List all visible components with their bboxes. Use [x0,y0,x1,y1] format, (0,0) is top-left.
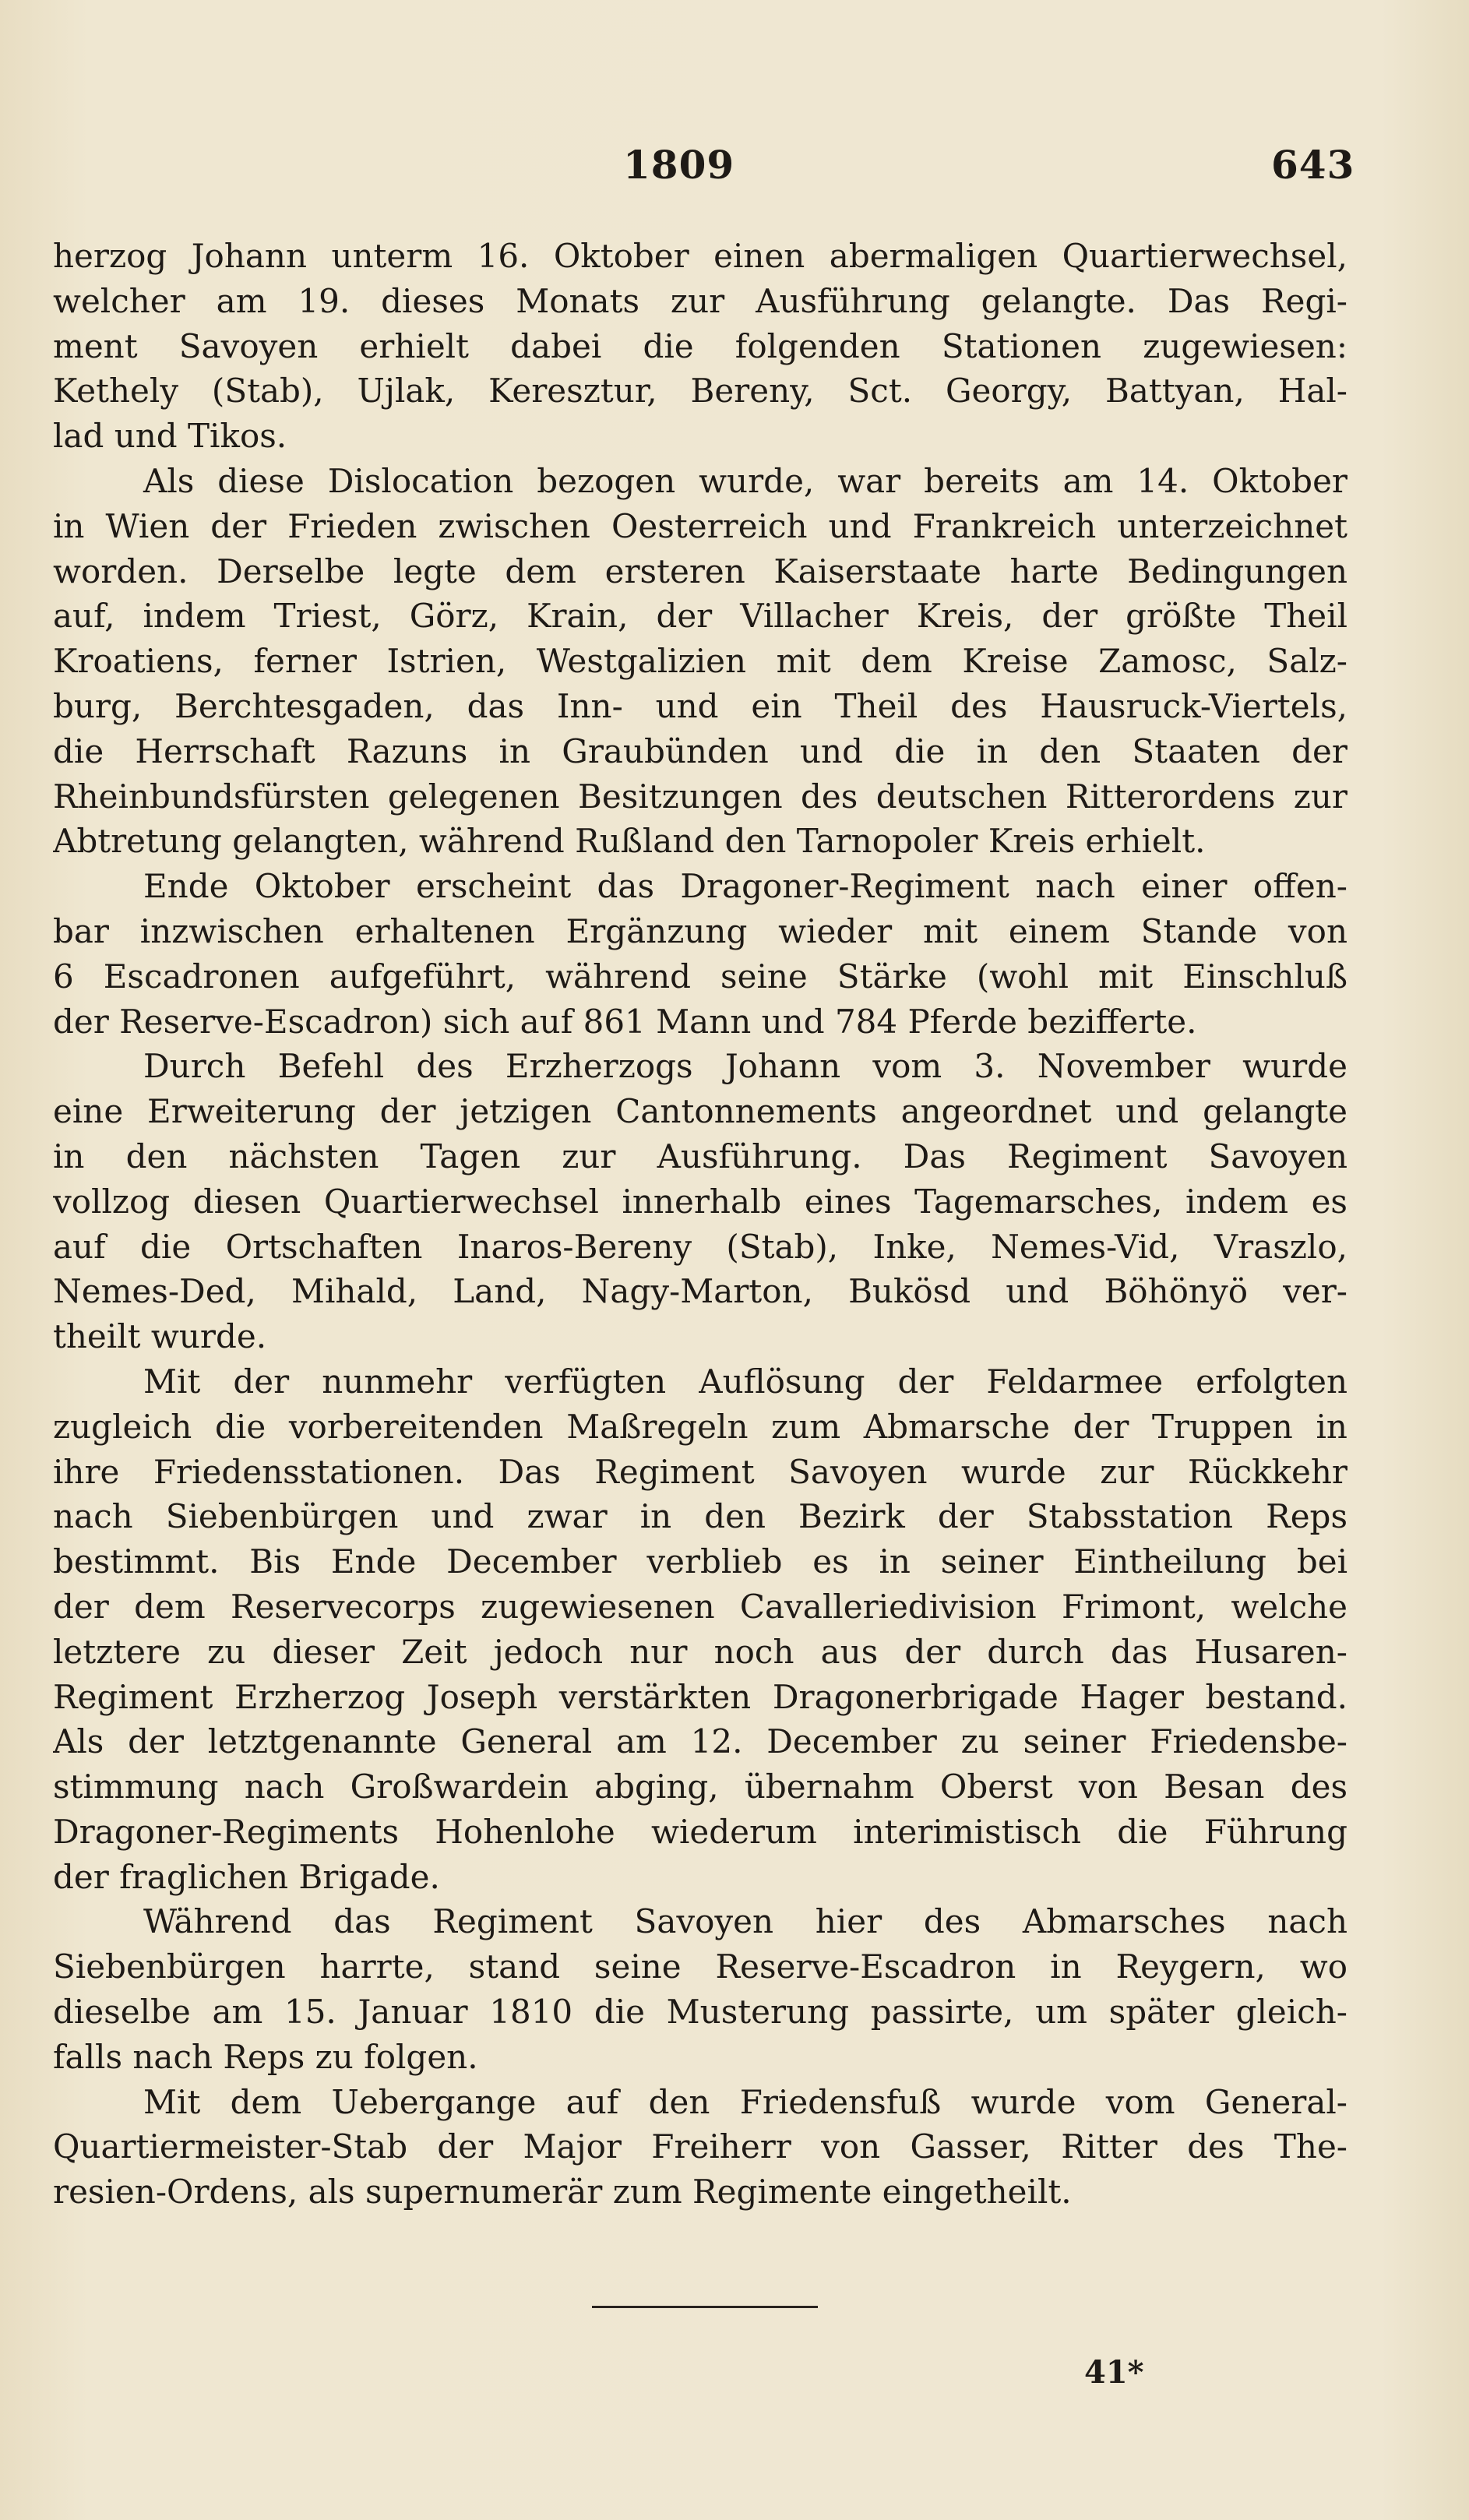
text-line: der dem Reservecorps zugewiesenen Cavalleriedivision Frimont, welche [53,1587,1347,1626]
text-line: vollzog diesen Quartierwechsel innerhalb eines Tagemarsches, indem es [53,1182,1347,1221]
text-line: welcher am 19. dieses Monats zur Ausführung gelangte. Das Regi- [53,281,1347,320]
text-line: Mit dem Uebergange auf den Friedensfuß wurde vom General- [143,2082,1347,2121]
text-line: letztere zu dieser Zeit jedoch nur noch aus der durch das Husaren- [53,1632,1347,1671]
body-text [53,234,1347,2215]
text-line: resien-Ordens, als supernumerär zum Regimente eingetheilt. [53,2173,1072,2212]
text-line: eine Erweiterung der jetzigen Cantonnements angeordnet und gelangte [53,1092,1347,1131]
text-line: Durch Befehl des Erzherzogs Johann vom 3. November wurde [143,1047,1347,1086]
text-line: in den nächsten Tagen zur Ausführung. Das Regiment Savoyen [53,1137,1347,1175]
text-line: worden. Derselbe legte dem ersteren Kaiserstaate harte Bedingungen [53,552,1347,590]
text-line: ment Savoyen erhielt dabei die folgenden Stationen zugewiesen: [53,326,1347,365]
footer-rule [592,2306,818,2308]
text-line: die Herrschaft Razuns in Graubünden und die in den Staaten der [53,731,1347,770]
signature-mark: 41* [1084,2354,1144,2391]
text-line: ihre Friedensstationen. Das Regiment Savoyen wurde zur Rückkehr [53,1452,1347,1491]
text-line: der Reserve-Escadron) sich auf 861 Mann und 784 Pferde bezifferte. [53,1002,1197,1041]
text-line: Als diese Dislocation bezogen wurde, war bereits am 14. Oktober [143,461,1347,500]
text-line: Quartiermeister-Stab der Major Freiherr von Gasser, Ritter des The- [53,2127,1347,2166]
text-line: auf die Ortschaften Inaros-Bereny (Stab), Inke, Nemes-Vid, Vraszlo, [53,1227,1347,1266]
text-line: Regiment Erzherzog Joseph verstärkten Dragonerbrigade Hager bestand. [53,1677,1347,1716]
text-line: theilt wurde. [53,1317,267,1356]
text-line: bar inzwischen erhaltenen Ergänzung wieder mit einem Stande von [53,911,1347,950]
text-line: nach Siebenbürgen und zwar in den Bezirk der Stabsstation Reps [53,1497,1347,1536]
text-line: Kroatiens, ferner Istrien, Westgalizien mit dem Kreise Zamosc, Salz- [53,642,1347,681]
text-line: burg, Berchtesgaden, das Inn- und ein Theil des Hausruck-Viertels, [53,686,1347,725]
text-line: 6 Escadronen aufgeführt, während seine Stärke (wohl mit Einschluß [53,957,1347,996]
text-line: Siebenbürgen harrte, stand seine Reserve-Escadron in Reygern, wo [53,1947,1347,1986]
text-line: Mit der nunmehr verfügten Auflösung der Feldarmee erfolgten [143,1362,1347,1401]
text-line: Ende Oktober erscheint das Dragoner-Regiment nach einer offen- [143,867,1347,906]
text-line: zugleich die vorbereitenden Maßregeln zum Abmarsche der Truppen in [53,1407,1347,1446]
text-line: Kethely (Stab), Ujlak, Keresztur, Bereny, Sct. Georgy, Battyan, Hal- [53,372,1347,411]
text-line: herzog Johann unterm 16. Oktober einen abermaligen Quartierwechsel, [53,237,1347,275]
text-line: Rheinbundsfürsten gelegenen Besitzungen des deutschen Ritterordens zur [53,777,1347,816]
text-line: falls nach Reps zu folgen. [53,2037,478,2076]
page-number: 643 [1271,142,1355,188]
text-line: lad und Tikos. [53,417,287,456]
text-line: Dragoner-Regiments Hohenlohe wiederum interimistisch die Führung [53,1812,1347,1851]
text-line: in Wien der Frieden zwischen Oesterreich und Frankreich unterzeichnet [53,506,1347,545]
text-line: Abtretung gelangten, während Rußland den Tarnopoler Kreis erhielt. [53,822,1206,861]
text-line: stimmung nach Großwardein abging, übernahm Oberst von Besan des [53,1768,1347,1806]
running-head-year: 1809 [623,142,735,188]
text-line: auf, indem Triest, Görz, Krain, der Villacher Kreis, der größte Theil [53,597,1347,636]
text-line: Als der letztgenannte General am 12. December zu seiner Friedensbe- [53,1722,1347,1761]
text-line: bestimmt. Bis Ende December verblieb es in seiner Eintheilung bei [53,1542,1347,1581]
text-line: Während das Regiment Savoyen hier des Abmarsches nach [143,1902,1347,1941]
text-line: der fraglichen Brigade. [53,1857,440,1896]
text-line: Nemes-Ded, Mihald, Land, Nagy-Marton, Bukösd und Böhönyö ver- [53,1272,1347,1311]
text-line: dieselbe am 15. Januar 1810 die Musterung passirte, um später gleich- [53,1993,1347,2032]
